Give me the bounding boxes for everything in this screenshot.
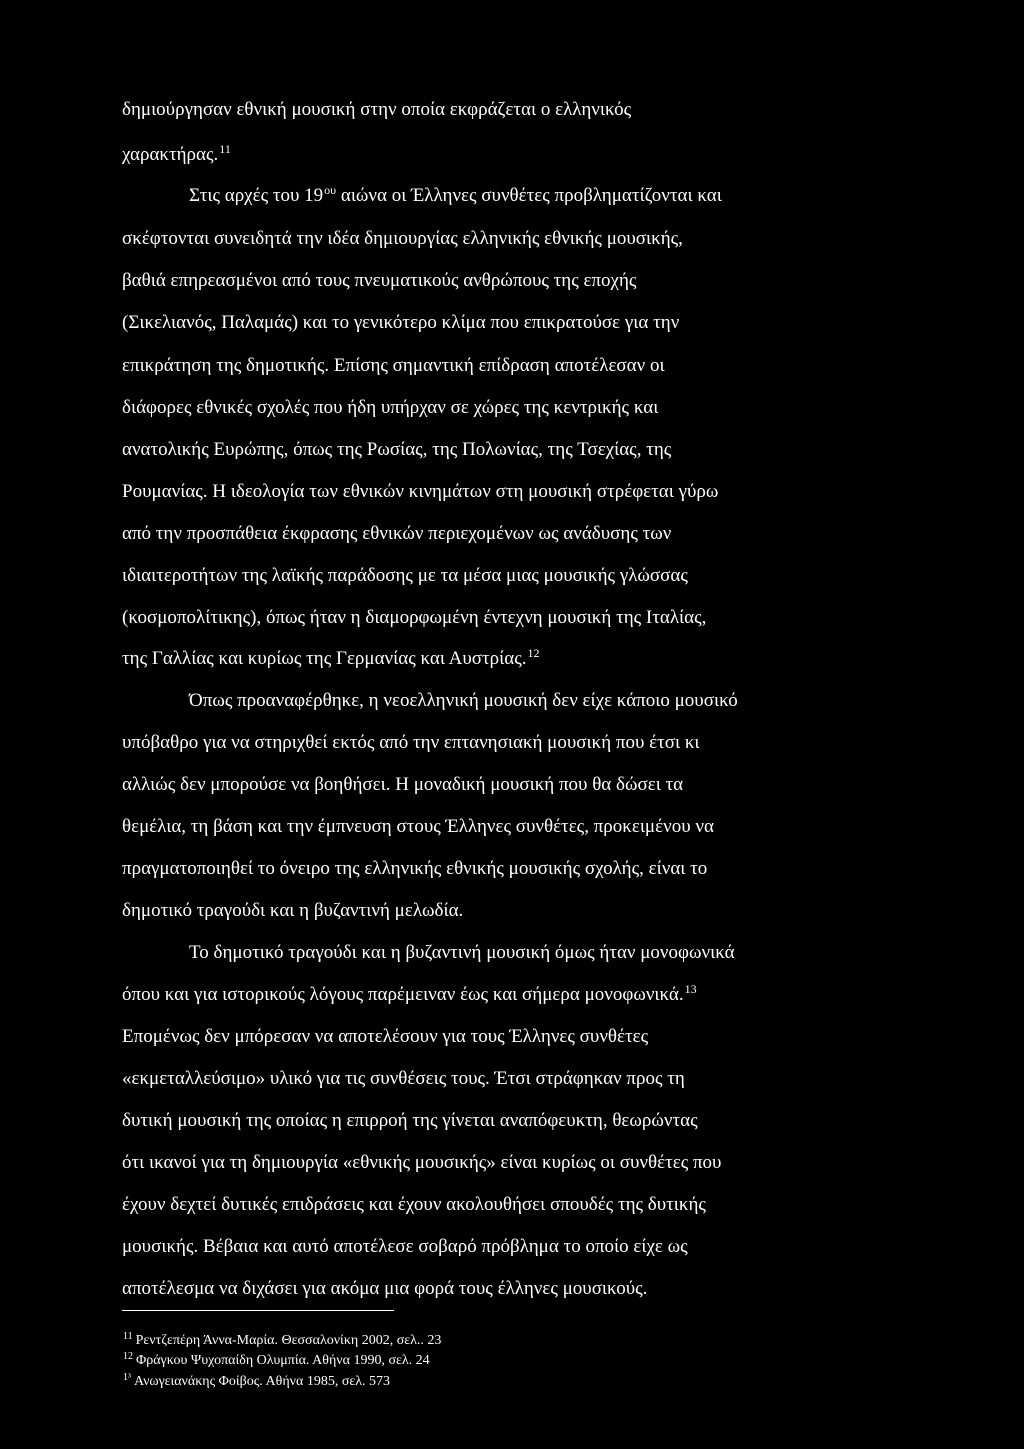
footnote-ref-11: 11: [219, 142, 231, 156]
footnote-13: $^{1^3}$ Ανωγειανάκης Φοίβος. Αθήνα 1985, σελ. 573: [123, 1372, 391, 1389]
text-line-23: Επομένως δεν μπόρεσαν να αποτελέσουν για τους Έλληνες συνθέτες: [122, 1026, 649, 1047]
text-line-16: υπόβαθρο για να στηριχθεί εκτός από την επτανησιακή μουσική που έτσι κι: [122, 732, 700, 753]
text-line-25: δυτική μουσική της οποίας η επιρροή της γίνεται αναπόφευκτη, θεωρώντας: [122, 1110, 698, 1131]
text-line-4: σκέφτονται συνειδητά την ιδέα δημιουργίας ελληνικής εθνικής μουσικής,: [122, 228, 683, 249]
text-line-3: Στις αρχές του $19^{o\upsilon}$ αιώνα οι Έλληνες συνθέτες προβληματίζονται και: [189, 183, 722, 206]
text-line-10: Ρουμανίας. Η ιδεολογία των εθνικών κινημάτων στη μουσική στρέφεται γύρω: [122, 481, 719, 502]
text-line-27: έχουν δεχτεί δυτικές επιδράσεις και έχουν ακολουθήσει σπουδές της δυτικής: [122, 1194, 706, 1215]
text-line-29: αποτέλεσμα να διχάσει για ακόμα μια φορά τους έλληνες μουσικούς.: [122, 1278, 648, 1299]
text-line-22: όπου και για ιστορικούς λόγους παρέμειναν έως και σήμερα μονοφωνικά.$^{13}$: [122, 982, 697, 1005]
ordinal-suffix: ου: [324, 183, 337, 197]
text-line-20: δημοτικό τραγούδι και η βυζαντινή μελωδία.: [122, 900, 464, 921]
text-line-19: πραγματοποιηθεί το όνειρο της ελληνικής εθνικής μουσικής σχολής, είναι το: [122, 858, 708, 879]
footnote-ref-13: 13: [684, 982, 697, 996]
text-line-9: ανατολικής Ευρώπης, όπως της Ρωσίας, της Πολωνίας, της Τσεχίας, της: [122, 439, 672, 460]
text-line-7: επικράτηση της δημοτικής. Επίσης σημαντική επίδραση αποτέλεσαν οι: [122, 355, 665, 376]
text-line-28: μουσικής. Βέβαια και αυτό αποτέλεσε σοβαρό πρόβλημα το οποίο είχε ως: [122, 1236, 688, 1257]
text-line-12: ιδιαιτεροτήτων της λαϊκής παράδοσης με τα μέσα μιας μουσικής γλώσσας: [122, 565, 688, 586]
text-line-1: δημιούργησαν εθνική μουσική στην οποία εκφράζεται ο ελληνικός: [122, 99, 632, 120]
text-line-11: από την προσπάθεια έκφρασης εθνικών περιεχομένων ως ανάδυσης των: [122, 523, 672, 544]
text-line-8: διάφορες εθνικές σχολές που ήδη υπήρχαν σε χώρες της κεντρικής και: [122, 397, 659, 418]
text-line-24: «εκμεταλλεύσιμο» υλικό για τις συνθέσεις τους. Έτσι στράφηκαν προς τη: [122, 1068, 685, 1089]
footnote-12: $^{12}$ Φράγκου Ψυχοπαίδη Ολυμπία. Αθήνα 1990, σελ. 24: [123, 1351, 430, 1368]
text-line-15: Όπως προαναφέρθηκε, η νεοελληνική μουσική δεν είχε κάποιο μουσικό: [189, 690, 738, 711]
footnote-separator: [122, 1310, 394, 1311]
footnote-11: $^{11}$ Ρεντζεπέρη Άννα-Μαρία. Θεσσαλονίκη 2002, σελ.. 23: [123, 1331, 442, 1348]
text-line-14: της Γαλλίας και κυρίως της Γερμανίας και Αυστρίας.$^{12}$: [122, 646, 540, 669]
footnote-ref-12: 12: [527, 646, 540, 660]
text-line-18: θεμέλια, τη βάση και την έμπνευση στους Έλληνες συνθέτες, προκειμένου να: [122, 816, 714, 837]
text-line-17: αλλιώς δεν μπορούσε να βοηθήσει. Η μοναδική μουσική που θα δώσει τα: [122, 774, 684, 795]
text-line-21: Το δημοτικό τραγούδι και η βυζαντινή μουσική όμως ήταν μονοφωνικά: [189, 942, 735, 963]
text-line-5: βαθιά επηρεασμένοι από τους πνευματικούς ανθρώπους της εποχής: [122, 270, 637, 291]
text-line-6: (Σικελιανός, Παλαμάς) και το γενικότερο κλίμα που επικρατούσε για την: [122, 312, 680, 333]
text-line-2: χαρακτήρας.$^{11}$: [122, 142, 231, 165]
text-line-13: (κοσμοπολίτικης), όπως ήταν η διαμορφωμένη έντεχνη μουσική της Ιταλίας,: [122, 607, 707, 628]
text-line-26: ότι ικανοί για τη δημιουργία «εθνικής μουσικής» είναι κυρίως οι συνθέτες που: [122, 1152, 722, 1173]
